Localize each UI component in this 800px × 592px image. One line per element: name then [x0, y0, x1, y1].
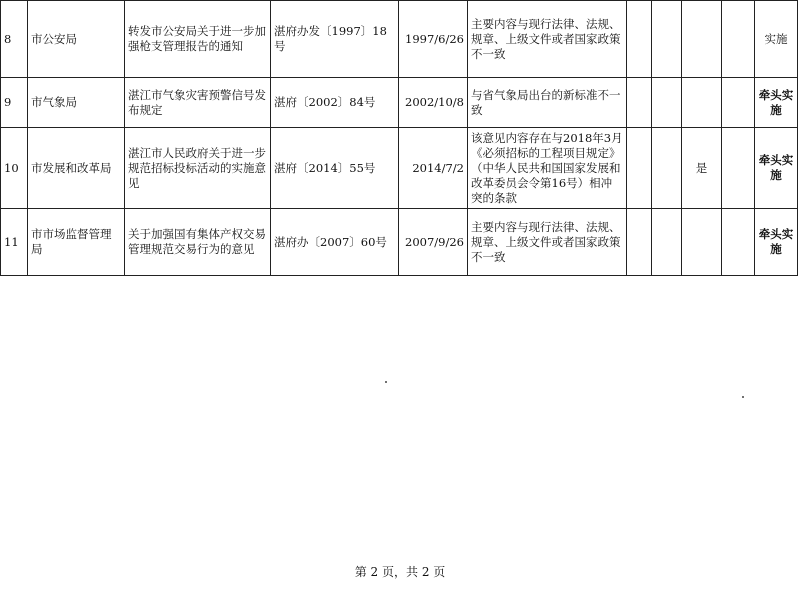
doc-number-cell: 湛府〔2002〕84号 [271, 78, 399, 128]
department-cell: 市公安局 [28, 1, 125, 78]
action-cell: 牵头实施 [755, 209, 798, 276]
action-cell: 牵头实施 [755, 128, 798, 209]
page-footer: 第 2 页，共 2 页 [354, 565, 446, 579]
flag-cell-d [722, 128, 755, 209]
department-cell: 市气象局 [28, 78, 125, 128]
doc-number-cell: 湛府办发〔1997〕18号 [271, 1, 399, 78]
table-row [1, 78, 798, 128]
row-number: 8 [1, 1, 28, 78]
flag-cell-a [627, 128, 652, 209]
scan-speck [742, 396, 744, 398]
flag-cell-c: 是 [682, 128, 722, 209]
flag-cell-b [652, 128, 682, 209]
flag-cell-c [682, 1, 722, 78]
flag-cell-c [682, 209, 722, 276]
doc-number-cell: 湛府办〔2007〕60号 [271, 209, 399, 276]
table-row [1, 1, 798, 78]
row-number: 9 [1, 78, 28, 128]
date-cell: 1997/6/26 [399, 1, 468, 78]
flag-cell-b [652, 78, 682, 128]
flag-cell-d [722, 78, 755, 128]
flag-cell-b [652, 1, 682, 78]
scan-speck [385, 381, 387, 383]
doc-number-cell: 湛府〔2014〕55号 [271, 128, 399, 209]
flag-cell-b [652, 209, 682, 276]
table-row [1, 128, 798, 209]
action-cell: 牵头实施 [755, 78, 798, 128]
department-cell: 市市场监督管理局 [28, 209, 125, 276]
flag-cell-a [627, 78, 652, 128]
action-cell: 实施 [755, 1, 798, 78]
row-number: 11 [1, 209, 28, 276]
document-title-cell: 湛江市人民政府关于进一步规范招标投标活动的实施意见 [125, 128, 271, 209]
table-row [1, 209, 798, 276]
row-number: 10 [1, 128, 28, 209]
reason-cell: 该意见内容存在与2018年3月《必须招标的工程项目规定》（中华人民共和国国家发展和改革委员会令第16号）相冲突的条款 [468, 128, 627, 209]
document-table [0, 0, 798, 276]
flag-cell-a [627, 209, 652, 276]
reason-cell: 主要内容与现行法律、法规、规章、上级文件或者国家政策不一致 [468, 209, 627, 276]
reason-cell: 主要内容与现行法律、法规、规章、上级文件或者国家政策不一致 [468, 1, 627, 78]
date-cell: 2002/10/8 [399, 78, 468, 128]
document-title-cell: 转发市公安局关于进一步加强枪支管理报告的通知 [125, 1, 271, 78]
date-cell: 2014/7/2 [399, 128, 468, 209]
document-title-cell: 关于加强国有集体产权交易管理规范交易行为的意见 [125, 209, 271, 276]
flag-cell-d [722, 209, 755, 276]
flag-cell-a [627, 1, 652, 78]
document-title-cell: 湛江市气象灾害预警信号发布规定 [125, 78, 271, 128]
flag-cell-d [722, 1, 755, 78]
reason-cell: 与省气象局出台的新标准不一致 [468, 78, 627, 128]
department-cell: 市发展和改革局 [28, 128, 125, 209]
flag-cell-c [682, 78, 722, 128]
date-cell: 2007/9/26 [399, 209, 468, 276]
